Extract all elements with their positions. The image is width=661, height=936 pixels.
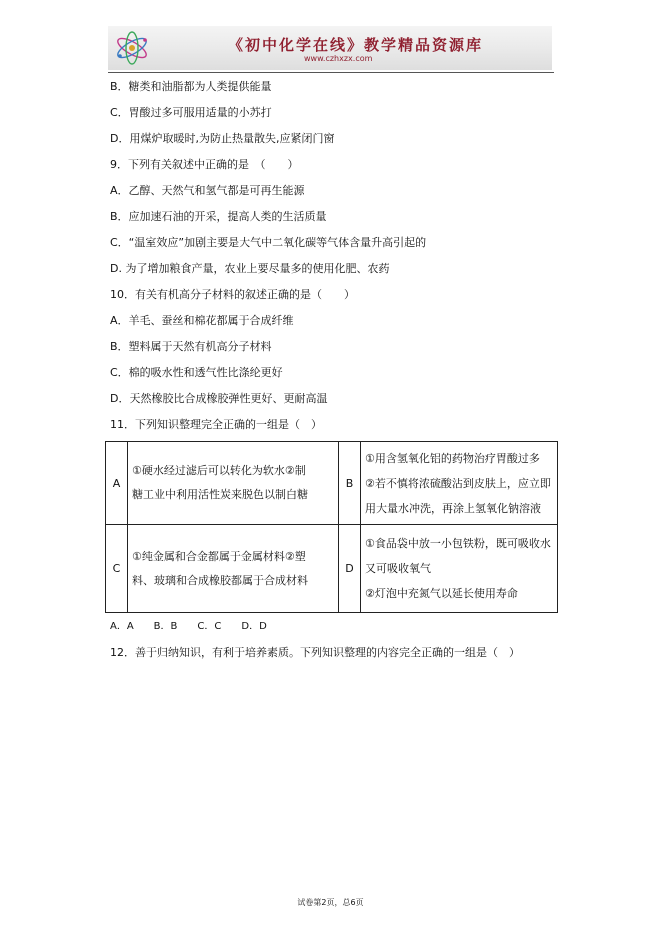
option-line: C．“温室效应”加剧主要是大气中二氧化碳等气体含量升高引起的 — [110, 236, 427, 249]
cell-text: ②灯泡中充氮气以延长使用寿命 — [365, 587, 518, 600]
cell-text: ①食品袋中放一小包铁粉，既可吸收水 — [365, 537, 551, 550]
option-line: B．糖类和油脂都为人类提供能量 — [110, 80, 272, 93]
question-stem: 9．下列有关叙述中正确的是 （ ） — [110, 158, 299, 171]
header-title: 《初中化学在线》教学精品资源库 — [228, 36, 484, 54]
option-line: B．塑料属于天然有机高分子材料 — [110, 340, 272, 353]
option-line: C．棉的吸水性和透气性比涤纶更好 — [110, 366, 283, 379]
cell-label: C — [106, 525, 128, 613]
option-line: A．乙醇、天然气和氢气都是可再生能源 — [110, 184, 305, 197]
question-stem: 10．有关有机高分子材料的叙述正确的是（ ） — [110, 288, 355, 301]
question-stem: 12．善于归纳知识，有利于培养素质。下列知识整理的内容完全正确的一组是（ ） — [110, 646, 520, 659]
option-line: C．胃酸过多可服用适量的小苏打 — [110, 106, 272, 119]
cell-label: D — [339, 525, 361, 613]
cell-text: 用大量水冲洗，再涂上氢氧化钠溶液 — [365, 501, 541, 515]
table-cell — [128, 525, 339, 613]
question-stem: 11．下列知识整理完全正确的一组是（ ） — [110, 418, 322, 431]
option-line: D．天然橡胶比合成橡胶弹性更好、更耐高温 — [110, 392, 328, 405]
header-divider — [108, 72, 554, 73]
option-line: B．应加速石油的开采，提高人类的生活质量 — [110, 210, 327, 223]
option-line: A．羊毛、蚕丝和棉花都属于合成纤维 — [110, 314, 294, 327]
option-line: D. 为了增加粮食产量，农业上要尽量多的使用化肥、农药 — [110, 262, 390, 275]
table-row — [106, 525, 558, 613]
cell-label: A — [106, 442, 128, 525]
page-footer: 试卷第2页，总6页 — [297, 898, 364, 907]
cell-text: ②若不慎将浓硫酸沾到皮肤上，应立即 — [365, 476, 551, 490]
cell-label: B — [339, 442, 361, 525]
cell-text: ①硬水经过滤后可以转化为软水②制 — [132, 464, 306, 477]
header-url: www.czhxzx.com — [304, 54, 373, 63]
table-cell — [361, 525, 558, 613]
knowledge-table — [105, 441, 558, 613]
option-line: D．用煤炉取暖时,为防止热量散失,应紧闭门窗 — [110, 132, 335, 145]
table-cell — [361, 442, 558, 525]
cell-text: ①纯金属和合金都属于金属材料②塑 — [132, 549, 306, 563]
table-row — [106, 442, 558, 525]
cell-text: 料、玻璃和合成橡胶都属于合成材料 — [132, 573, 308, 587]
table-cell — [128, 442, 339, 525]
cell-text: 又可吸收氧气 — [365, 562, 431, 575]
answer-options: A．A B．B C．C D．D — [110, 621, 267, 632]
cell-text: 糖工业中利用活性炭来脱色以制白糖 — [132, 488, 308, 501]
atom-logo-icon — [110, 28, 162, 68]
cell-text: ①用含氢氧化铝的药物治疗胃酸过多 — [365, 451, 540, 465]
